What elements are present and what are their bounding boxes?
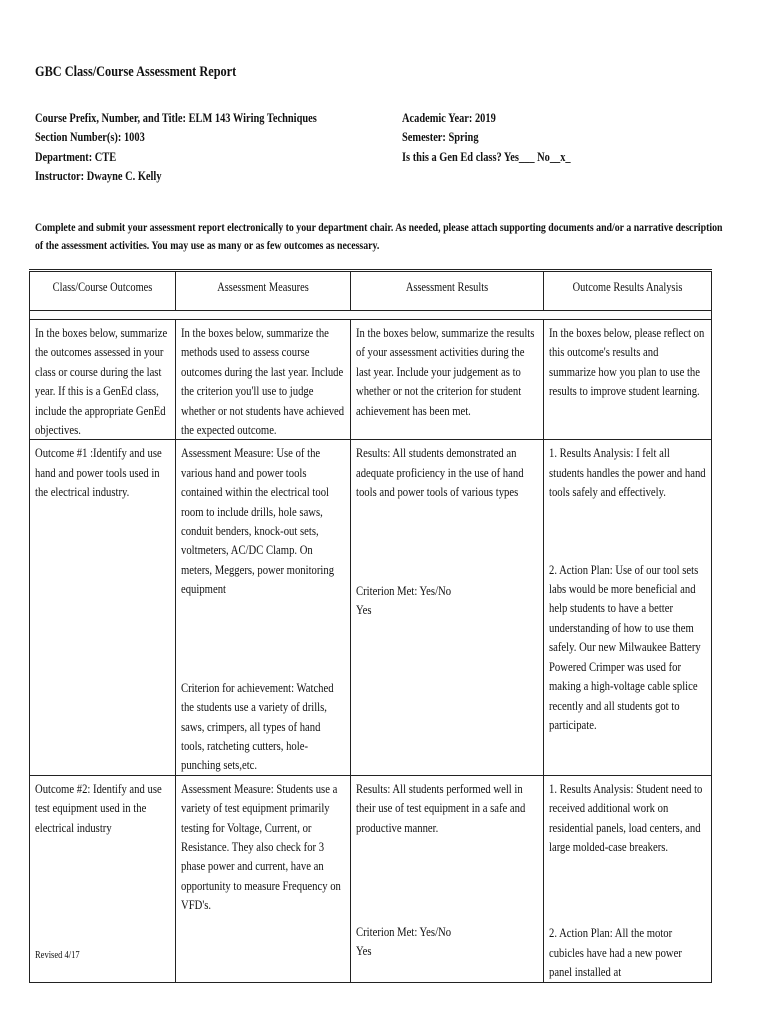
- instructor-line: Instructor: Dwayne C. Kelly: [35, 167, 162, 183]
- outcome1-analysis-text: 1. Results Analysis: I felt all students handles the power and hand tools safely and effectively.: [549, 445, 706, 500]
- outcome2-action-plan: 2. Action Plan: All the motor cubicles have had a new power panel installed at: [549, 925, 682, 980]
- course-prefix-line: Course Prefix, Number, and Title: ELM 143 Wiring Techniques: [35, 110, 317, 125]
- gen-ed-line: Is this a Gen Ed class? Yes___ No__x_: [402, 148, 571, 164]
- assessment-table: [29, 269, 712, 983]
- course-info-block: [35, 108, 317, 185]
- header-analysis: Outcome Results Analysis: [544, 271, 712, 311]
- outcome2-measure-cell: Assessment Measure: Students use a variety of test equipment primarily testing for Voltage, Current, or Resistance. They also check for 3 phase power and current, have an opportunity to measure Frequency on VFD's.: [176, 775, 351, 982]
- outcome2-analysis-text: 1. Results Analysis: Student need to received additional work on residential panels, load centers, and large molded-case breakers.: [549, 780, 703, 854]
- report-title: GBC Class/Course Assessment Report: [35, 64, 237, 80]
- revision-footer: Revised 4/17: [35, 950, 80, 961]
- outcome2-results-text: Results: All students performed well in their use of test equipment in a safe and productive manner.: [356, 780, 526, 835]
- header-outcomes: Class/Course Outcomes: [30, 271, 176, 311]
- instructions-paragraph: Complete and submit your assessment report electronically to your department chair. As needed, please attach supporting documents and/or a narrative description of the assessment activities. You may use as many or as few outcomes as necessary.: [35, 220, 723, 252]
- outcome2-results-cell: [351, 775, 544, 982]
- outcome2-criterion-met: Criterion Met: Yes/No: [356, 923, 452, 939]
- table-gap-row: [30, 311, 712, 320]
- semester-line: Semester: Spring: [402, 129, 479, 145]
- outcome2-analysis-cell: [544, 775, 712, 982]
- table-header-row: [30, 271, 712, 311]
- outcome1-measure-cell: [176, 440, 351, 775]
- outcome1-criterion-text: Criterion for achievement: Watched the students use a variety of drills, saws, crimpers, all types of hand tools, ratcheting cutters, hole-punching sets,etc.: [181, 679, 334, 773]
- table-row-outcome-1: [30, 440, 712, 775]
- section-number-line: Section Number(s): 1003: [35, 129, 145, 145]
- outcome1-criterion-met: Criterion Met: Yes/No: [356, 582, 452, 598]
- header-measures: Assessment Measures: [176, 271, 351, 311]
- outcome1-measure-text: Assessment Measure: Use of the various hand and power tools contained within the electrical tool room to include drills, hole saws, conduit benders, knock-out sets, voltmeters, AC/DC Clamp. On meters, Meggers, power monitoring equipment: [181, 445, 335, 597]
- term-info-block: [402, 108, 571, 166]
- outcome1-analysis-cell: [544, 440, 712, 775]
- intro-outcomes-cell: In the boxes below, summarize the outcomes assessed in your class or course during the last year. If this is a GenEd class, include the appropriate GenEd objectives.: [30, 320, 176, 440]
- header-results: Assessment Results: [351, 271, 544, 311]
- outcome1-cell: Outcome #1 :Identify and use hand and power tools used in the electrical industry.: [30, 440, 176, 775]
- intro-measures-cell: In the boxes below, summarize the methods used to assess course outcomes during the last year. Include the criterion you'll use to judge whether or not students have achieved the expected outcome.: [176, 320, 351, 440]
- table-row-intro: [30, 320, 712, 440]
- outcome2-criterion-met-value: Yes: [356, 943, 372, 959]
- outcome1-action-plan: 2. Action Plan: Use of our tool sets labs would be more beneficial and help students to have a better understanding of how to use them safely. Our new Milwaukee Battery Powered Crimper was used for making a high-voltage cable splice recently and all students got to participate.: [549, 561, 701, 732]
- academic-year-line: Academic Year: 2019: [402, 110, 496, 125]
- table-row-outcome-2: [30, 775, 712, 982]
- intro-results-cell: In the boxes below, summarize the results of your assessment activities during the last year. Include your judgement as to whether or not the criterion for student achievement has been met.: [351, 320, 544, 440]
- outcome1-criterion-met-value: Yes: [356, 602, 372, 618]
- intro-analysis-cell: In the boxes below, please reflect on this outcome's results and summarize how you plan to use the results to improve student learning.: [544, 320, 712, 440]
- outcome1-results-text: Results: All students demonstrated an adequate proficiency in the use of hand tools and power tools of various types: [356, 445, 524, 500]
- outcome2-cell: Outcome #2: Identify and use test equipment used in the electrical industry: [30, 775, 176, 982]
- outcome1-results-cell: [351, 440, 544, 775]
- department-line: Department: CTE: [35, 148, 117, 164]
